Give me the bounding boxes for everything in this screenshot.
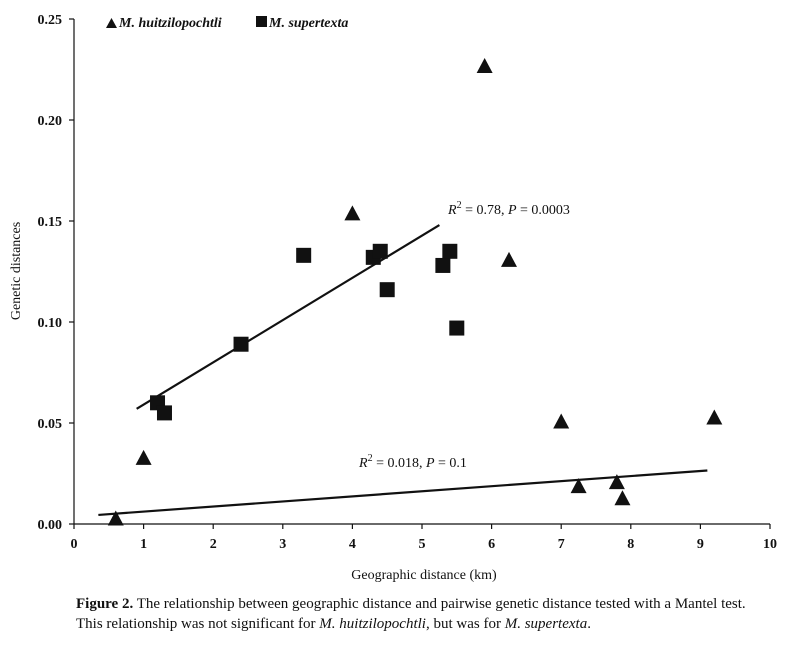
x-tick-label: 5 (418, 537, 426, 552)
legend-label-supertexta: M. supertexta (269, 16, 349, 31)
x-tick-label: 6 (488, 537, 496, 552)
supertexta-point (373, 244, 388, 259)
y-tick-label: 0.10 (37, 316, 62, 331)
y-tick-label: 0.05 (37, 417, 62, 432)
huitzilopochtli-point (553, 413, 569, 428)
x-axis-title: Geographic distance (km) (351, 568, 497, 583)
supertexta-point (442, 244, 457, 259)
supertexta-point (449, 321, 464, 336)
legend-label-huitzilopochtli: M. huitzilopochtli (119, 16, 222, 31)
y-axis-title: Genetic distances (9, 221, 24, 321)
y-tick-label: 0.20 (37, 114, 62, 129)
legend-square-marker (256, 16, 267, 27)
caption-text-2: , but was for (425, 616, 505, 632)
supertexta-point (157, 405, 172, 420)
tick-marks (69, 19, 770, 529)
huitzilopochtli-point (706, 409, 722, 424)
x-tick-label: 10 (763, 537, 777, 552)
supertexta-point (435, 258, 450, 273)
tick-labels (38, 13, 778, 552)
caption-species-2: M. supertexta (504, 616, 588, 632)
caption-species-1: M. huitzilopochtli (319, 616, 426, 632)
x-tick-label: 4 (348, 537, 356, 552)
supertexta-point (380, 282, 395, 297)
caption-text-3: . (587, 616, 591, 632)
x-tick-label: 1 (140, 537, 148, 552)
regression-lines (98, 225, 707, 515)
x-tick-label: 2 (209, 537, 217, 552)
x-tick-label: 3 (279, 537, 287, 552)
legend (106, 16, 348, 31)
axes (74, 19, 770, 524)
caption-lead: Figure 2. (76, 596, 134, 612)
y-tick-label: 0.15 (37, 215, 62, 230)
supertexta-point (234, 337, 249, 352)
x-tick-label: 9 (696, 537, 704, 552)
y-tick-label: 0.00 (37, 518, 62, 533)
huitzilopochtli-point (477, 58, 493, 73)
huitzilopochtli-point (614, 490, 630, 505)
supertexta-fit-annotation: $R^2 = 0.78$, P = 0.0003 (448, 200, 570, 218)
supertexta-point (296, 248, 311, 263)
huitzilopochtli-point (344, 205, 360, 220)
caption-text-1: The relationship between geographic distance and pairwise genetic distance tested with a Mantel test. This relationship was not significant for (76, 596, 746, 632)
huitzilopochtli-fit-annotation: $R^2 = 0.018$, P = 0.1 (359, 453, 467, 471)
huitzilopochtli-point (136, 450, 152, 465)
legend-triangle-marker (106, 18, 117, 28)
figure-caption (76, 594, 766, 634)
y-tick-label: 0.25 (37, 13, 62, 28)
x-tick-label: 8 (627, 537, 635, 552)
x-tick-label: 0 (70, 537, 78, 552)
huitzilopochtli-point (501, 252, 517, 267)
x-tick-label: 7 (557, 537, 565, 552)
supertexta-regression-line (137, 225, 440, 409)
